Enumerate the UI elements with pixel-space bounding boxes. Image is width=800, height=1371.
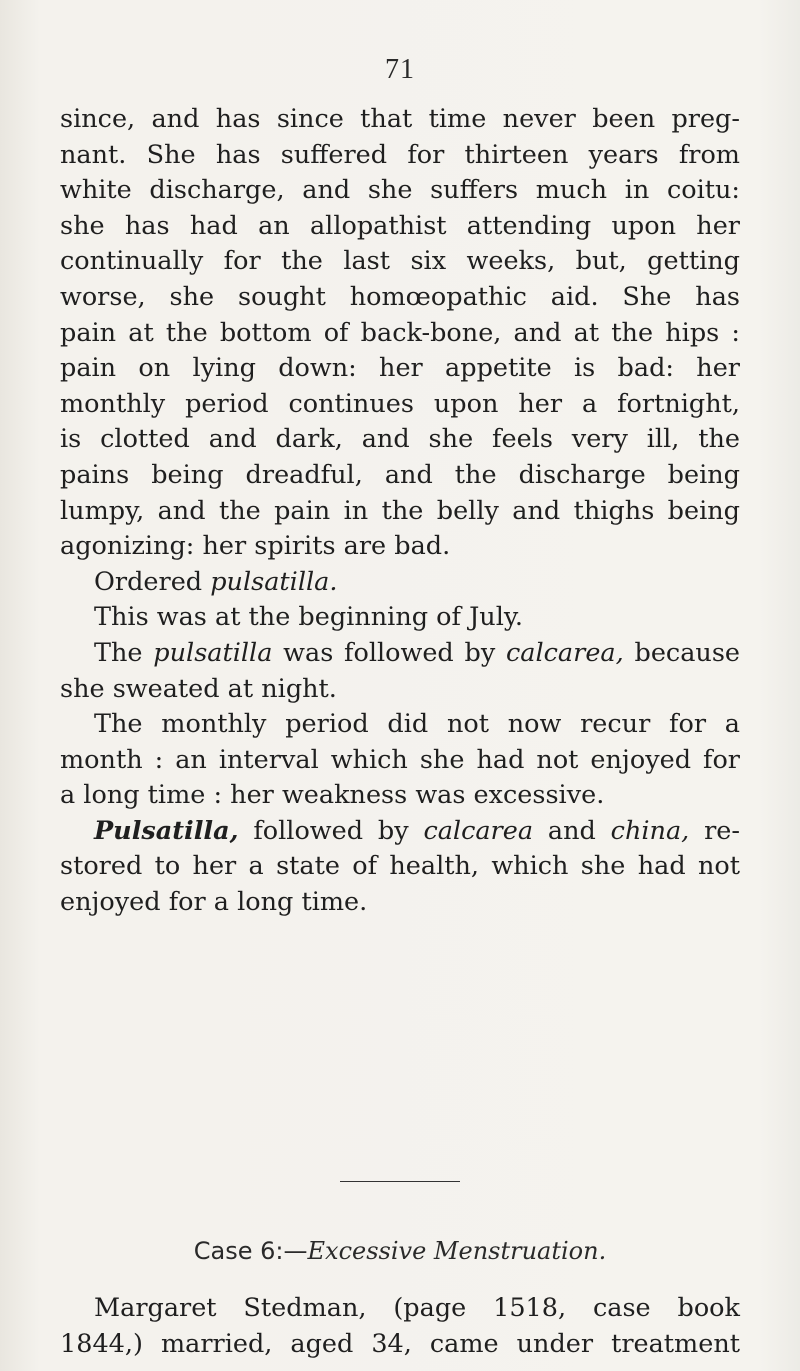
case-heading [0, 1237, 800, 1265]
followed-prefix: The [94, 637, 154, 668]
text-line: white discharge, and she suffers much in coitu: [60, 175, 740, 206]
restored-part3: re- [689, 815, 740, 846]
case-title: Excessive Menstruation. [307, 1237, 607, 1265]
text-line: enjoyed for a long time. [60, 887, 368, 918]
text-line: she has had an allopathist attending upon her [60, 210, 740, 241]
text-line: continually for the last six weeks, but, getting [60, 246, 740, 277]
text-line: is clotted and dark, and she feels very ill, the [60, 424, 740, 455]
remedy-name: pulsatilla. [210, 566, 338, 597]
text-line: a long time : her weakness was excessive. [60, 780, 605, 811]
section-divider [340, 1181, 460, 1182]
text-line: agonizing: her spirits are bad. [60, 531, 451, 562]
remedy-name: china, [610, 815, 690, 846]
followed-suffix: because [623, 637, 740, 668]
text-line: she sweated at night. [60, 673, 337, 704]
page-number: 71 [385, 54, 415, 85]
restored-line [60, 814, 740, 850]
text-line: lumpy, and the pain in the belly and thighs being [60, 495, 740, 526]
case-label: Case 6:— [193, 1237, 308, 1265]
ordered-line [60, 565, 740, 601]
followed-line [60, 636, 740, 672]
text-line: pain at the bottom of back-bone, and at the hips : [60, 317, 740, 348]
remedy-name: Pulsatilla, [94, 815, 239, 846]
body-text [60, 102, 740, 921]
text-line: 1844,) married, aged 34, came under treatment [60, 1328, 740, 1359]
text-line: month : an interval which she had not enjoyed for [60, 744, 740, 775]
text-line: worse, she sought homœopathic aid. She has [60, 281, 740, 312]
text-line: since, and has since that time never been preg- [60, 104, 740, 134]
remedy-name: calcarea, [506, 637, 624, 668]
text-line: stored to her a state of health, which she had not [60, 851, 740, 882]
restored-part2: and [533, 815, 611, 846]
followed-middle: was followed by [272, 637, 507, 668]
restored-part1: followed by [238, 815, 424, 846]
ordered-prefix: Ordered [94, 566, 211, 597]
text-line: monthly period continues upon her a fortnight, [60, 388, 740, 419]
july-line: This was at the beginning of July. [94, 602, 523, 633]
remedy-name: calcarea [423, 815, 534, 846]
case-text [60, 1291, 740, 1362]
text-line: pains being dreadful, and the discharge being [60, 459, 740, 490]
text-line: nant. She has suffered for thirteen years from [60, 139, 740, 170]
remedy-name: pulsatilla [153, 637, 273, 668]
text-line: Margaret Stedman, (page 1518, case book [94, 1293, 740, 1323]
text-line: pain on lying down: her appetite is bad: her [60, 353, 740, 384]
text-line: The monthly period did not now recur for a [94, 709, 740, 740]
